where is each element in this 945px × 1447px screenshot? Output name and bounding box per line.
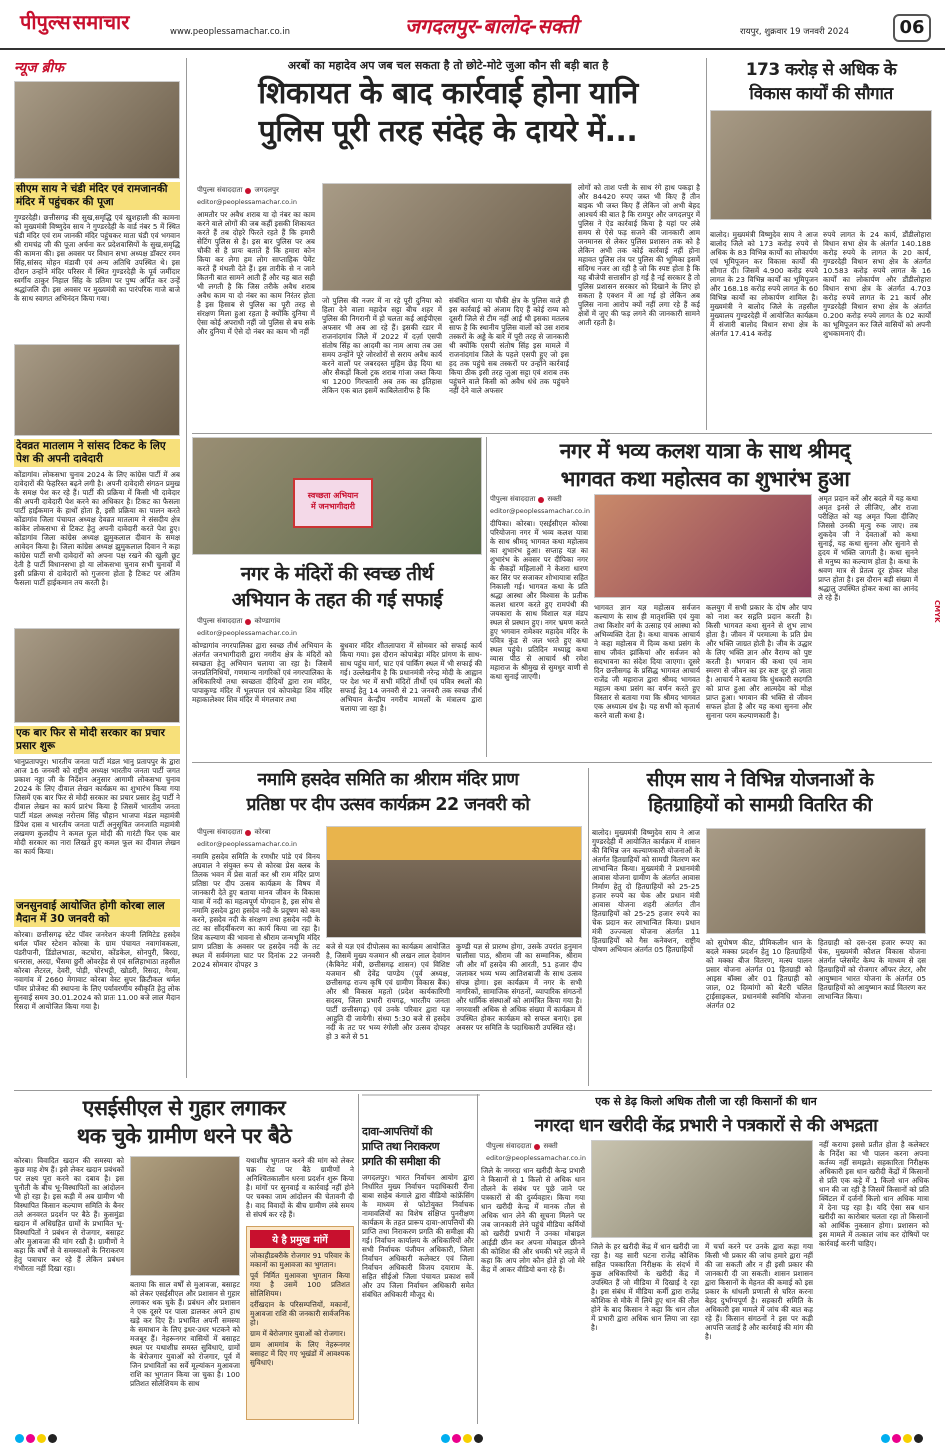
article-3-headline-2: भागवत कथा महोत्सव का शुभारंभ हुआ: [560, 467, 850, 491]
article-1-email: editor@peoplessamachar.co.in: [197, 198, 297, 206]
masthead: [0, 0, 945, 50]
article-9-col-2: जिले के हर खरीदी केंद्र में धान खरीदी जा रहा है। यह सारी घटना राजेंद्र कौशिक सहित पत्रकारिता निरीक्षक के संदर्भ में कुछ अधिकारियों के खरीदी केंद्र में उपस्थित हैं जो मीडिया में दिखाई दे रहा है। इस संबंध में मीडिया कर्मी द्वारा राजेंद्र कौशिक से मौके में लिये हुए धान की तौल होने के बाद किसान ने कहा कि धान तौल में प्रभारी द्वारा अधिक धान लिया जा रहा है।: [591, 1242, 699, 1332]
article-9-col-3: में चर्चा करने पर उनके द्वारा कहा गया किसी भी प्रकार की जांच हमारे द्वारा नहीं की जा सकती और न ही इसी प्रकार की जानकारी दी जा सकती। शासन प्रशासन द्वारा किसानों के मेहनत की कमाई को इस प्रकार के धांधली प्रणाली से चरित करना बेहद दुर्भाग्यपूर्ण है। सहकारी समिति के अधिकारी इस मामले में जांच की बात कह रहे हैं। किसान संगठनों ने इस पर कड़ी आपत्ति जताई है और कार्रवाई की मांग की है।: [705, 1242, 813, 1341]
byline-place: कोरबा: [254, 828, 271, 836]
article-7-headline-2: थक चुके ग्रामीण धरने पर बैठे: [76, 1124, 292, 1148]
article-4-headline-1: नगर के मंदिरों की स्वच्छ तीर्थ: [240, 563, 434, 585]
demand-item: जोकाहीडबरीके रोजगार 91 परिवार के मकानों का मुआवजा का भुगतान।: [250, 1251, 350, 1269]
brief-2-head: देवव्रत मातलाम ने सांसद टिकट के लिए पेश की अपनी दावेदारी: [14, 439, 180, 467]
article-6-col-1: बालोद। मुख्यमंत्री विष्णुदेव साय ने आज गुण्डरदेही में आयोजित कार्यक्रम में शासन की विभिन्न जन कल्याणकारी योजनाओं के अंतर्गत हितग्राहियों को सामग्री वितरण कर लाभान्वित किया। मुख्यमंत्री ने प्रधानमंत्री आवास योजना ग्रामीण के अंतर्गत आवास निर्माण हेतु दो हितग्राहियों को 25-25 हजार रुपये का चेक और प्रधान मंत्री आवास योजना शहरी अंतर्गत तीन हितग्राहियों को 25-25 हजार रुपये का चेक प्रदान कर लाभान्वित किया। प्रधान मंत्री उज्ज्वला योजना अंतर्गत 11 हितग्राहियों को गैस कनेक्शन, राष्ट्रीय पोषण अभियान अंतर्गत 05 हितग्राहियों: [592, 828, 700, 954]
divider-3: [486, 437, 487, 757]
photo-cm-beneficiaries: [706, 828, 926, 934]
article-secl: [14, 1094, 354, 1424]
logo-text-2: समाचार: [72, 10, 130, 34]
sidebar-label: न्यूज ब्रीफ: [14, 60, 64, 76]
article-4-col-2: बुधवार मंदिर शीतलापारा में सोमवार को सफाई कार्य किया गया। इस दौरान कोपाबेड़ा मंदिर प्रांगण के साथ-साथ पहुंच मार्ग, घाट एवं पार्किंग स्थल में भी सफाई की गई। उल्लेखनीय है कि प्रधानमंत्री नरेन्द्र मोदी के आह्वान पर देश भर में सभी मंदिरों तीर्थों एवं पवित्र स्थलों की सफाई हेतु 14 जनवरी से 21 जनवरी तक स्वच्छ तीर्थ अभियान केन्द्रीय नगरीय मामलों के मंत्रालय द्वारा चलाया जा रहा है।: [340, 641, 482, 713]
photo-cleanliness: [192, 437, 482, 555]
demand-item: पूर्व निर्मित मुआवजा भुगतान किया गया है उसमें 100 प्रतिशत सोलिशियम।: [250, 1271, 350, 1298]
article-1-col-1: आमतौर पर अवैध शराब या दो नंबर का काम करने वाले लोगों की जब कहीं इसकी शिकायत करते हैं तब दोहरे फिरते रहते हैं कि हमारी सेटिंग पुलिस से है। इस बार पुलिस पर अब चौकी से है प्रायः बताते हैं कि हमारा कोन किया कर लेगा हम लोग साप्ताहिक पेमेंट करते हैं मंथली देते हैं। इस तारीके से न जाने कितनी बात सामने आती हैं और यह बात सही भी लगती है कि जिस तरीके अवैध शराब अवैध काम या दो नंबर का काम निरंतर होता है इस हिसाब से पुलिस का पूरी तरह से संरक्षण मिला हुआ रहता है क्योंकि दुनिया में ऐसा कोई अपराधी नहीं जो पुलिस से बच सके और दुनिया में ऐसे दो नंबर का काम भी नहीं: [197, 210, 315, 336]
byline-name: पीपुल्स संवाददाता: [486, 1142, 532, 1150]
byline-place: सक्ती: [543, 1142, 558, 1150]
article-5-email: editor@peoplessamachar.co.in: [197, 840, 297, 848]
brief-1-text: गुण्डरदेही। छत्तीसगढ़ की सुख,समृद्धि एवं खुशहाली की कामना को मुख्यमंत्री विष्णुदेव साय ने गुण्डरदेही के वार्ड नंबर 5 में स्थित चंडी मंदिर एवं राम जानकी मंदिर पहुंचकर माता चंडी एवं भगवान श्री रामचंद्र जी की पूजा अर्चना कर प्रदेशवासियों के सुख,समृद्धि की कामना की। इस अवसर पर विधान सभा अध्यक्ष डॉक्टर रमन सिंह,सांसद मोहन मंडावी एवं अन्य अतिथि उपस्थित थे। इस दौरान उन्होंने मंदिर परिसर में स्थित गुण्डरदेही के पूर्व जमींदार स्वर्गीय ठाकुर निहाल सिंह के प्रतिमा पर पुष्प अर्पित कर उन्हें श्रद्धांजलि दी। इस अवसर पर मुख्यमंत्री का पारंपरिक गाजे बाजे के साथ स्वागत अभिनंदन किया गया।: [14, 213, 180, 303]
cmyk-dot: [452, 1434, 461, 1443]
demand-item: दर्रीखदान के परिसम्पत्तियों, मकानों, मुआवजा राशि की जनकारी सार्वजनिक हो।: [250, 1300, 350, 1327]
cleanliness-banner: [293, 478, 373, 528]
article-3-col-2: भागवत ज्ञान यज्ञ महोत्सव सर्वजन कल्याण के साथ ही मातृशक्ति एवं युवा तथा किशोर वर्ग के उत्साह एवं आस्था को अभिव्यक्ति देता है। कथा वाचक आचार्य ने कहा महोत्सव में दिव्य कथा प्रसंग के साथ जीवंत झांकियां और सर्वजन को सदभावना का संदेश दिया जाएगा। दूसरे दिन छत्तीसगढ़ के प्रसिद्ध भागवत आचार्य राजेंद्र जी महाराज द्वारा श्रीमद भागवत महात्म कथा प्रसंग का वर्णन करते हुए विस्तार से बताया गया कि श्रीमद भागवत एक अध्यात्म ग्रंथ है। यह सभी को कृतार्थ करने वाली कथा है।: [594, 603, 700, 720]
byline-dot: [245, 830, 251, 836]
brief-1-head: सीएम साय ने चंडी मंदिर एवं रामजानकी मंदिर में पहुंचकर की पूजा: [14, 182, 180, 210]
page-number: 06: [893, 14, 931, 42]
photo-gambling: [322, 183, 572, 291]
article-2-headline-1: 173 करोड़ से अधिक के: [745, 60, 897, 80]
article-bhagwat: [490, 437, 920, 757]
article-9-byline: [486, 1142, 558, 1151]
article-8-text: जगदलपुर। भारत निर्वाचन आयोग द्वारा निर्धारित मुख्य निर्वाचन पदाधिकारी रीना बाबा साहेब कंगाले द्वारा वीडियो कांफ्रेंसिंग के माध्यम से फोटोयुक्त निर्वाचक नामावलियों का विशेष संक्षिप्त पुनरीक्षण कार्यक्रम के तहत प्रारूप दावा-आपत्तियों की प्राप्ति तथा निराकरण प्रगति की समीक्षा की गई। निर्वाचन कार्यालय के अधिकारियों और सभी निर्वाचक पंजीयन अधिकारी, जिला निर्वाचन अधिकारी कलेक्टर एवं जिला निर्वाचन अधिकारी विजय दयाराम के. सहित सीईओ जिला पंचायत प्रकाश सर्वे और उप जिला निर्वाचन अधिकारी समेत संबंधित अधिकारी मौजूद थे।: [362, 1173, 474, 1299]
photo-villagers-protest: [130, 1156, 240, 1276]
divider-8: [477, 1094, 478, 1424]
demand-item: ग्राम में बेरोजगार युवाओं को रोजगार।: [250, 1329, 346, 1338]
article-paddy: [481, 1094, 931, 1424]
article-1-headline-1: शिकायत के बाद कार्रवाई होना यानि: [258, 76, 638, 111]
article-1-headline-2: पुलिस पूरी तरह संदेह के दायरे में...: [258, 114, 638, 149]
photo-press-conference: [326, 826, 582, 938]
article-7-col-2: [130, 1156, 240, 1422]
photo-kalash-yatra: [594, 494, 812, 598]
photo-cm-temple: [14, 81, 180, 179]
brief-4-head: जनसुनवाई आयोजित होगी कोरबा लाल मैदान में 30 जनवरी को: [14, 899, 180, 927]
cmyk-dot: [892, 1434, 901, 1443]
byline-name: पीपुल्स संवाददाता: [490, 495, 536, 503]
cmyk-dot: [463, 1434, 472, 1443]
cmyk-footer-center: [440, 1428, 484, 1447]
logo-text: पीपुल्स: [20, 10, 71, 34]
article-3-headline-1: नगर में भव्य कलश यात्रा के साथ श्रीमद्: [559, 439, 851, 463]
cmyk-footer-right: [880, 1428, 924, 1447]
photo-paddy-centre: [591, 1140, 813, 1238]
article-2-col-2: रुपये लागत के 24 कार्य, डौंडीलोहारा विधान सभा क्षेत्र के अंतर्गत 140.188 करोड़ रुपये के लागत के 20 कार्य, गुण्डरदेही विधान सभा क्षेत्र के अंतर्गत 10.583 करोड़ रुपये लागत के 16 कार्यों का लोकार्पण और डौंडीलोहारा विधान सभा क्षेत्र के अंतर्गत 4.703 करोड़ रुपये लागत के 21 कार्य और गुण्डरदेही विधान सभा क्षेत्र के अंतर्गत 0.200 करोड़ रुपये लागत के 02 कार्यों का भूमिपूजन कर जिले वासियों को अपनी शुभकामनाएं दी।: [823, 230, 931, 338]
site-url: www.peoplessamachar.co.in: [170, 27, 291, 37]
article-3-byline: [490, 495, 562, 504]
article-6-headline-2: हितग्राहियों को सामग्री वितरित की: [648, 794, 872, 816]
dateline: रायपुर, शुक्रवार 19 जनवरी 2024: [740, 27, 850, 37]
article-9-kicker: एक से डेढ़ किलो अधिक तौली जा रही किसानों की धान: [595, 1095, 817, 1108]
cmyk-dot: [48, 1434, 57, 1443]
byline-name: पीपुल्स संवाददाता: [197, 186, 243, 194]
divider-5: [588, 768, 589, 1086]
logo[interactable]: [20, 8, 129, 35]
byline-dot: [534, 1144, 540, 1150]
demand-item: ग्राम आमगांव के लिए नेहरूनगर बसाहट में दिए गए भूखंडों में आवश्यक सुविधाएं।: [250, 1340, 350, 1367]
demands-list: [250, 1251, 350, 1367]
divider-4: [192, 762, 932, 763]
article-cm-distribution: [592, 768, 928, 1086]
article-3-col-1: दीपिका। कोरबा। एसईसीएल कोरबा परियोजना नगर में भव्य कलश यात्रा के साथ श्रीमद् भागवत कथा महोत्सव का शुभारंभ हुआ। सप्ताह यज्ञ का शुभारंभ के अवसर पर दीपिका नगर के सैकड़ों महिलाओं ने केशरा धारण कर सिर पर सजाकर शोभायात्रा सहित निकाली गई। भागवत कथा के प्रति श्रद्धा आस्था और विश्वास के प्रतीक कलश धारण करते हुए रामपंथी की जयकारा के साथ विशाल यज्ञ मंडप स्थल से प्रस्थान हुए। नगर भ्रमण करते हुए भगवान रामेश्वर महादेव मंदिर के पवित्र कुंड से जल भरते हुए कथा स्थल पहुंचे। प्रतिदिन मध्याह्न कथा व्यास पीठ से आचार्य श्री रमेश महाराज के श्रीमुख से सुमधुर वाणी से कथा सुनाई जाएगी।: [490, 519, 588, 681]
brief-3-text: भानुप्रतापपुर। भारतीय जनता पार्टी मंडल भानु प्रतापपुर के द्वारा आज 16 जनवरी को राष्ट्रीय अध्यक्ष भारतीय जनता पार्टी जगत प्रकाश नड्डा जी के निर्देशन अनुसार आगामी लोकसभा चुनाव 2024 के लिए दीवाल लेखन कार्यक्रम का शुभारंभ किया गया जिसमें एक बार फिर से मोदी सरकार का प्रचार प्रसार हेतु पार्टी ने दीवाल लेखन का कार्य प्रारंभ किया है जिसमें भारतीय जनता पार्टी मंडल अध्यक्ष नरोत्तम सिंह चौहान भाजपा मंडल महामंत्री डिंपेश दास व भारतीय जनता पार्टी अनुसूचित जनजाति महामंत्री लखमण कुलदीप ने कमल फूल मोदी की गारंटी फिर एक बार मोदी सरकार का नारा लिखते हुए कमल फूल का दीवाल लेखन का कार्य किया।: [14, 757, 180, 856]
banner-line-2: में जनभागीदारी: [311, 502, 355, 511]
brief-4-text: कोरबा। छत्तीसगढ़ स्टेट पॉवर जनरेशन कंपनी लिमिटेड हसदेव थर्मल पॉवर स्टेशन कोरबा के ग्राम पंचायत नवागांवकला, पंडरीपानी, डिंडोलभाठा, कटघोरा, कोंडकेल, सोनपुरी, बिरदा, धनरास, अरदा, भैंसमा छुरी ओवरहेड से एवं सलिहाभाठा तहसील कोरबा लैटरल, देवरी, पोड़ी, चोरभट्टी, खोडरी, रिसदा, गेरवा, नवागांव में 2660 मेगावाट कोरबा वेस्ट सुपर क्रिटीकल थर्मल पॉवर प्रोजेक्ट की स्थापना के लिए पर्यावरणीय स्वीकृति हेतु लोक सुनवाई समय 30.01.2024 को प्रातः 11.00 बजे लाल मैदान रिसदा में आयोजित किया गया है।: [14, 930, 180, 1011]
divider-2: [192, 433, 932, 434]
article-7-headline-1: एसईसीएल से गुहार लगाकर: [82, 1096, 286, 1120]
article-5-col-1: नमामि हसदेव समिति के रणधीर पांडे एवं विनय अग्रवाल ने संयुक्त रूप से कोरबा प्रेस क्लब के तिलक भवन में प्रेस वार्ता कर श्री राम मंदिर प्राण प्रतिष्ठा पर दीप उत्सव कार्यक्रम के विषय में जानकारी देते हुए बताया मानव जीवन के विकास यात्रा में नदी का महत्वपूर्ण योगदान है, इस सोच से नमामि हसदेव द्वारा हसदेव नदी के प्रदूषण को कम करने, हसदेव नदी के संरक्षण तथा हसदेव नदी के तट का सौंदर्यीकरण का कार्य किया जा रहा है। शिव कल्याण की भावना से श्रीराम जन्मभूमि मंदिर प्राण प्रतिष्ठा के अवसर पर हसदेव नदी के तट स्थल में सर्वमंगला घाट पर दिनांक 22 जनवरी 2024 सोमवार दोपहर 3: [192, 852, 320, 969]
article-9-email: editor@peoplessamachar.co.in: [486, 1154, 586, 1162]
cmyk-dot: [441, 1434, 450, 1443]
article-7-col-3-text: यथाशीघ्र भुगतान करने की मांग को लेकर चक्र रोड पर बैठे ग्रामीणों ने अनिश्चितकालीन धरना प्रदर्शन शुरू किया है। मांगों पर सुनवाई व कार्रवाई नहीं होने पर चक्का जाम आंदोलन की चेतावनी दी है। वाद विवादों के बीच ग्रामीण लंबे समय से संघर्ष कर रहे हैं।: [246, 1156, 354, 1219]
article-6-col-3: हितग्राही को दस-दस हजार रूपए का चेक, मुख्यमंत्री कौशल विकास योजना अंतर्गत प्लेसमेंट केम्प के माध्यम से दस हितग्राहियों को रोजगार ऑफर लेटर, और आयुष्मान भारत योजना के अंतर्गत 05 हितग्राहियों को आयुष्मान कार्ड वितरण कर लाभान्वित किया।: [818, 938, 926, 1001]
divider-6: [14, 1090, 932, 1091]
article-7-col-2-text: बताया कि साल वर्षों से मुआवजा, बसाहट को लेकर एसईसीएल और प्रशासन से गुहार लगाकर थक चुके हैं। प्रबंधन और प्रशासन ने एक दूसरे पर पाला डालकर अपने हाथ खड़े कर दिए हैं। प्रभावित अपनी समस्या के समाधान के लिए इधर-उधर भटकने को मजबूर हैं। नेहरूनगर वासियों में बसाहट स्थल पर यथाशीघ्र समस्त सुविधाएं, ग्रामों के बेरोजगार युवाओं को रोजगार, पूर्व में जिन प्रभावितों का सर्वे मूल्यांकन मुआवजा राशि का भुगतान किया जा चुका है। 100 प्रतिशत सोलेशियम के साथ: [130, 1280, 240, 1388]
article-8-headline-3: प्रगति की समीक्षा की: [362, 1155, 440, 1168]
article-cleanliness: [192, 437, 482, 757]
cmyk-dot: [881, 1434, 890, 1443]
cmyk-dot: [37, 1434, 46, 1443]
byline-name: पीपुल्स संवाददाता: [197, 617, 243, 625]
cmyk-dot: [15, 1434, 24, 1443]
byline-place: सक्ती: [547, 495, 562, 503]
article-3-email: editor@peoplessamachar.co.in: [490, 507, 590, 515]
article-2-col-1: बालोद। मुख्यमंत्री विष्णुदेव साय ने आज बालोद जिले को 173 करोड़ रुपये से अधिक के 83 विभिन्न कार्यों का लोकार्पण एवं भूमिपूजन कर विकास कार्यों की सौगात दी। जिसमें 4.900 करोड़ रुपये लागत के 23 विभिन्न कार्यों का भूमिपूजन और 168.18 करोड़ रुपये लागत के 60 विभिन्न कार्यों का लोकार्पण शामिल है। मुख्यमंत्री ने बालोद जिले के तहसील मुख्यालय गुण्डरदेही में आयोजित कार्यक्रम में संजारी बालोद विधान सभा क्षेत्र के अंतर्गत 17.414 करोड़: [710, 230, 818, 338]
article-9-col-4: नहीं कराया इससे प्रतीत होता है कलेक्टर के निर्देश का भी पालन करना अपना कर्तव्य नहीं समझते। सहकारिता निरीक्षक अधिकारी इस धान खरीदी केंद्रों में किसानों से प्रति एक कट्टे में 1 किलो धान अधिक धान की जा रही है जिसमें किसानों को प्रति क्विंटल में दर्जनों किलो धान अधिक मात्रा में देना पड़ रहा है। यदि ऐसा सब धान खरीदी का कारोबार चलता रहा तो किसानों को आर्थिक नुकसान होगा। प्रशासन को इस मामले में तत्काल जांच कर दोषियों पर कार्रवाई करनी चाहिए।: [819, 1140, 929, 1248]
article-4-headline-2: अभियान के तहत की गई सफाई: [231, 589, 443, 611]
cmyk-dot: [26, 1434, 35, 1443]
article-5-col-3: कुण्डी यज्ञ से प्रारम्भ होगा, उसके उपरांत हनुमान चालीसा पाठ, श्रीराम जी का सम्मानिक, श्रीराम जी और माँ हसदेव की आरती, 51 हजार दीप जलाकर भव्य भव्य आतिशबाजी के साथ उत्सव संपन्न होगा। इस कार्यक्रम में नगर के सभी नागरिकों, सामाजिक संगठनों, व्यापारिक संगठनों और धार्मिक संस्थाओं को आमंत्रित किया गया है। नगरवासी अधिक से अधिक संख्या में कार्यक्रम में उपस्थित होकर कार्यक्रम को सफल बनाएं। इस अवसर पर समिति के पदाधिकारी उपस्थित रहे।: [456, 942, 582, 1032]
demands-box: [246, 1226, 354, 1420]
article-3-col-3: कलयुग में सभी प्रकार के दोष और पाप को नाश कर सद्गति प्रदान करती है। किसी भागवत कथा सुनने से शुभ लाभ होता है। जीवन में परमात्मा के प्रति प्रेम और भक्ति जाग्रत होती है। जीव के उद्धार के लिए भक्ति ज्ञान और वैराग्य को पुष्ट करती है। भगवान की कथा एवं नाम स्मरण से जीवन का हर कष्ट दूर हो जाता है। आचार्य ने बताया कि धुंधकारी सदगति को प्राप्त हुआ और आत्मदेव को मोक्ष प्राप्त हुआ। भगवान की भक्ति से जीवन सफल होता है और यह कथा सुनना और सुनाना परम कल्याणकारी है।: [706, 603, 812, 720]
divider-7: [358, 1094, 359, 1424]
photo-bjp-wall: [14, 628, 180, 723]
cmyk-marks-right: CMYK: [933, 600, 941, 623]
byline-dot: [538, 497, 544, 503]
article-2-headline-2: विकास कार्यों की सौगात: [749, 84, 893, 104]
byline-dot: [245, 619, 251, 625]
article-6-col-2: को सुपोषण कीट, प्रीमिकलीन धान के बदले मक्का प्रदर्शन हेतु 10 हितग्राहियों को मक्का बीज वितरण, मत्स्य पालन प्रसार योजना अंतर्गत 01 हितग्राही को आइस बॉक्स और 01 हितग्राही को जाल, 02 दिव्यांगो को बैटरी चलित ट्राईसाइकल, प्रधानमंत्री स्वनिधि योजना अंतर्गत 02: [706, 938, 812, 1010]
byline-name: पीपुल्स संवाददाता: [197, 828, 243, 836]
article-8-headline-1: दावा-आपत्तियों की: [362, 1125, 433, 1138]
brief-3-head: एक बार फिर से मोदी सरकार का प्रचार प्रसार शुरू: [14, 726, 180, 754]
sidebar-divider: [186, 58, 187, 1078]
sidebar: [14, 58, 180, 1078]
article-1-kicker: अरबों का महादेव अप जब चल सकता है तो छोटे-मोटे जुआ कौन सी बड़ी बात है: [287, 59, 609, 72]
cmyk-footer-left: [14, 1428, 58, 1447]
banner-line-1: स्वच्छता अभियान: [307, 491, 359, 500]
cmyk-dot: [474, 1434, 483, 1443]
byline-place: कोण्डागांव: [254, 617, 281, 625]
cmyk-dot: [903, 1434, 912, 1443]
demands-box-title: ये है प्रमुख मांगें: [250, 1230, 350, 1248]
article-1-col-3: संबंधित थाना या चौकी क्षेत्र के पुलिस वाले ही इस कार्रवाई को अंजाम दिए हैं कोई राय्य को दूसरी जिले से टीम नहीं आई थी इसका मतलब साफ है कि स्थानीय पुलिस वालों को उस शराब तस्करों के अड्डे के बारे में पूरी तरह से जानकारी थी क्योंकि एसपी संतोष सिंह इस मामले में राजनांदगांव जिले के पहले एसपी हुए जो इस हद तक पहुंचे सब तस्करों पर उन्होंने कार्रवाई किया ठीक इसी तरह जुआ सट्टा एवं शराब तक पहुंचने वाले किसी को अवैध धंधे तक पहुंचने नहीं देने वाले अफसर: [449, 296, 569, 395]
article-development: [710, 58, 932, 430]
article-police: [192, 58, 704, 430]
photo-devvrat: [14, 344, 180, 436]
article-7-col-1: कोरबा। विवादित खदान की समस्या को कुछ माह शेष हैं। इसे लेकर खदान प्रबंधकों पर लक्ष्य पूरा करने का दबाव है। इस चुनौती के बीच भू-विस्थापितों का आंदोलन भी हो रहा है। इस कड़ी में अब ग्रामीण भी विस्थापित किसान कल्याण समिति के बैनर तले अनवरत प्रदर्शन पर बैठे हैं। कुसमुंडा खदान में अधिग्रहित ग्रामों के प्रभावित भू-विस्थापितों ने प्रबंधन से रोजगार, बसाहट और मुआवजा की मांग रखी है। ग्रामीणों ने कहा कि वर्षों से वे समस्याओं के निराकरण हेतु पत्राचार कर रहे हैं लेकिन प्रबंधन गंभीरता नहीं दिखा रहा।: [14, 1156, 124, 1273]
article-7-col-3: [246, 1156, 354, 1422]
article-1-col-2: जो पुलिस की नजर में ना रहे पूरी दुनिया को हिला देने वाला महादेव सट्टा बीच शहर में पुलिस की निगरानी में हो चलता कई आईपीएस अफसर भी अब आ रहे हैं। इसकी रडार में राजनांदगांव जिले में 2022 में दर्ज़ा एसपी संतोष सिंह का आदमी का नाम आया तब उस समय उन्होंने पूरे जोरशोरों से सराय अवैध कार्य करने वालों पर जबरदस्त मुहिम छेड़ दिया था और सैकड़ों किलो ट्रक शराब गांजा जब्त किया था 1200 गिरफ्तारी अब तक का इतिहास लेकिन एक बात इसमें काबिलेतारीफ है कि: [322, 296, 442, 395]
article-5-headline-1: नमामि हसदेव समिति का श्रीराम मंदिर प्राण: [257, 770, 519, 790]
article-5-headline-2: प्रतिष्ठा पर दीप उत्सव कार्यक्रम 22 जनवरी को: [246, 795, 530, 815]
article-8-headline-2: प्राप्ति तथा निराकरण: [362, 1140, 440, 1153]
divider-1: [706, 58, 707, 430]
article-1-col-4: लोगों को ताश पत्ती के साथ रंगे हाथ पकड़ा है और 84420 रुपए जब्त भी किए हैं तीन बाइक भी जब्त किए हैं लेकिन जो अभी बेहद आश्चर्य की बात है कि रामपुर और जगदलपुर में पुलिस ने ऐड कार्रवाई किया है यहां पर लंबे समय से ऐसे फड़ सजने की जानकारी आम जनमानस से लेकर पुलिस प्रशासन तक को है लेकिन अभी तक कोई कार्रवाई नहीं होना महावत पुलिस तंत्र पर पुलिस की भूमिका इसमें संदिग्ध नजर आ रही है जो कि स्पष्ट होता है कि यह बीजेपी सत्तासीन हो गई है नई सरकार है तो पुलिस प्रशासन सरकार को दिखाने के लिए हो सकता है एक्शन में आ गई हो लेकिन अब पुलिस नाना आरोप क्यों नहीं लगा रहे हैं कई क्षेत्रों में जुए की फड़ लगने की जानकारी सामने आती रहती है।: [578, 183, 700, 327]
article-9-headline: नगरदा धान खरीदी केंद्र प्रभारी ने पत्रकारों से की अभद्रता: [534, 1116, 878, 1136]
article-4-col-1: कोण्डागांव नगरपालिका द्वारा स्वच्छ तीर्थ अभियान के अंतर्गत जनभागीदारी द्वारा नगरीय क्षेत्र के मंदिरों को स्वच्छता हेतु अभियान चलाया जा रहा है। जिसमें जनप्रतिनिधियों, गणमान्य नागरिकों एवं नगरपालिका के अधिकारियों तथा स्वच्छता दीदियों द्वारा राम मंदिर, पापाकुण्ड मंदिर में भूलपाल एवं कोपाबेड़ा शिव मंदिर महाकालेश्वर शिव मंदिर में मंगलवार तथा: [192, 641, 332, 704]
byline-dot: [245, 188, 251, 194]
edition-title: जगदलपुर-बालोद-सक्ती: [405, 14, 579, 38]
article-4-email: editor@peoplessamachar.co.in: [197, 629, 297, 637]
article-6-headline-1: सीएम साय ने विभिन्न योजनाओं के: [646, 769, 874, 791]
brief-2-text: कोंडागांव। लोकसभा चुनाव 2024 के लिए कांग्रेस पार्टी में अब दावेदारों की फेहरिस्त बढ़ने लगी है। अपनी दावेदारी संगठन प्रमुख के समक्ष पेश कर रहे हैं। पार्टी की प्रक्रिया में किसी भी दावेदार की अपनी दावेदारी पेश करने का अधिकार है। टिकट का फैसला पार्टी हाईकमान के हाथों होता है, इसी प्रक्रिया का पालन करते कोंडागांव जिला पंचायत अध्यक्ष देवव्रत मातलाम ने संसदीय क्षेत्र कांकेर लोकसभा से टिकट हेतु अपनी दावेदारी करते पेश हुए। कोंडागांव जिला कांग्रेस अध्यक्ष झुमुकलाल दीवान के समक्ष आवेदन किया है। जिला कांग्रेस अध्यक्ष झुमुकलाल दिवान ने कहा कांग्रेस पार्टी सभी दावेदारों को अपना पक्ष रखने की खुली छूट देती है पार्टी विधानसभा हो या लोकसभा चुनाव सभी चुनावों में इसी प्रक्रिया से दावेदारों को गुजरना होता है टिकट पर अंतिम फैसला पार्टी हाईकमान तय करती है।: [14, 470, 180, 587]
article-5-col-2: बजे से यज्ञ एवं दीपोत्सव का कार्यक्रम आयोजित है, जिसमें मुख्य यजमान श्री लखन लाल देवांगन (कैबिनेट मंत्री, छत्तीसगढ़ शासन) एवं विशिष्ट यजमान श्री देवेंद्र पाण्डेय (पूर्व अध्यक्ष, छत्तीसगढ़ राज्य कृषि एवं ग्रामीण विकास बैंक) और श्री विकास महतो (प्रदेश कार्यकारिणी सदस्य, जिला प्रभारी रायगढ़, भारतीय जनता पार्टी छत्तीसगढ़) एवं उनके परिवार द्वारा यज्ञ आहुति दी जायेगी। संध्या 5:30 बजे से हसदेव नदी के तट पर भव्य रंगोली और उत्सव दोपहर हो 3 बजे से 51: [326, 942, 450, 1041]
article-4-byline: [197, 617, 280, 626]
article-9-col-1: जिले के नगरदा धान खरीदी केन्द्र प्रभारी ने किसानों से 1 किलो से अधिक धान तौलने के संबंध पर पूछे जाने पर पत्रकारों से की दुर्व्यवहार। किया गया धान खरीदी केन्द्र में मानक तौल से अधिक धान लेने की सूचना मिलने पर जब जानकारी लेने पहुंचे मीडिया कर्मियों को खरीदी प्रभारी ने उनका मोबाइल आईडी छीन कर अपना मोबाइल छीनने की कोशिश की और धमकी भरे लहजे में कहा कि आप लोग कौन होते हो जो मेरे केंद्र में आकर वीडियो बना रहे हैं।: [481, 1166, 585, 1274]
article-3-col-4: अमृत प्रदान करें और बदले में यह कथा अमृत इनसे ले लीजिए, और राजा परीक्षित को यह अमृत पिला दीजिए जिससे उनकी मृत्यु रुक जाए। तब शुकदेव जी ने देवताओं को कथा सुनाई, यह कथा सुनना और सुनाने से हृदय में भक्ति जागती है। कथा सुनने से मनुष्य का कल्याण होता है। कथा के श्रवण मात्र से प्रेतत्व दूर होकर मोक्ष प्राप्त होता है। इस दौरान बड़ी संख्या में श्रद्धालु उपस्थित होकर कथा का आनंद ले रहे हैं।: [818, 494, 918, 602]
article-1-byline: [197, 186, 279, 195]
article-5-byline: [197, 828, 270, 837]
photo-cm-inauguration: [710, 110, 932, 220]
byline-place: जगदलपुर: [254, 186, 279, 194]
article-claims-review: [362, 1094, 474, 1424]
photo-meeting: [362, 1094, 480, 1096]
cmyk-dot: [914, 1434, 923, 1443]
